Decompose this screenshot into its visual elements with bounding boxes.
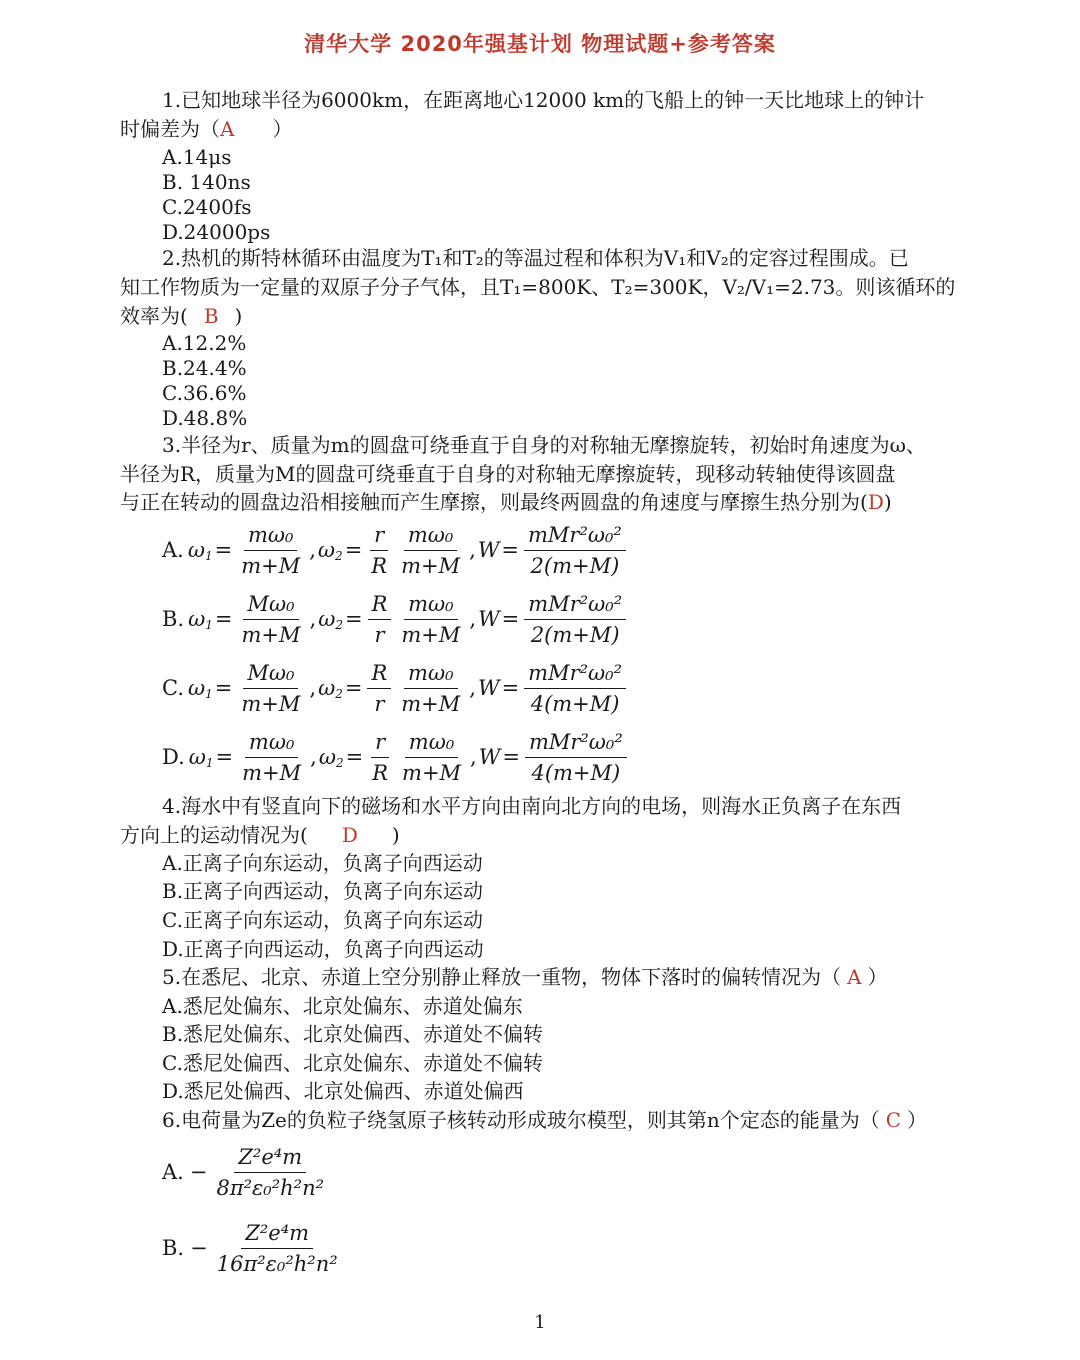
- q3-option-b: B. $\omega_1$ = $\frac{\text{Mω₀}}{m+M}$ , $\omega_2$ = $\frac{R}{r}$ $\frac{\text{mω₀}}{m+M}$ , W = $\frac{\text{mMr²ω₀²}}{2(m+M)}$: [162, 585, 629, 653]
- omega1-fraction: $\frac{\text{Mω₀}}{m+M}$: [241, 660, 301, 716]
- option-label: D.: [162, 745, 185, 769]
- q5-option-d: D.悉尼处偏西、北京处偏西、赤道处偏西: [162, 1079, 524, 1103]
- energy-fraction: $\frac{\text{Z²e⁴m}}{\text{8π²ε₀²h²n²}}$: [216, 1144, 325, 1200]
- q3-option-a: A. $\omega_1$ = $\frac{\text{mω₀}}{m+M}$ , $\omega_2$ = $\frac{r}{R}$ $\frac{\text{mω₀}}{m+M}$ , W = $\frac{\text{mMr²ω₀²}}{2(m+M)}$: [162, 516, 629, 584]
- radius-ratio: $\frac{R}{r}$: [367, 660, 391, 717]
- q6-answer: C: [885, 1108, 902, 1132]
- omega2-symbol: $\omega_2$: [318, 676, 343, 701]
- option-label: A.: [162, 1160, 184, 1184]
- q4-answer: D: [341, 823, 358, 847]
- option-label: B.: [162, 1236, 185, 1260]
- q5-option-b: B.悉尼处偏东、北京处偏西、赤道处不偏转: [162, 1022, 544, 1046]
- omega1-fraction: $\frac{\text{Mω₀}}{m+M}$: [241, 591, 301, 647]
- omega1-symbol: $\omega_1$: [188, 745, 214, 770]
- omega2-fraction: $\frac{\text{mω₀}}{m+M}$: [401, 660, 461, 716]
- heat-fraction: $\frac{\text{mMr²ω₀²}}{4(m+M)}$: [525, 729, 627, 786]
- q6-stem-line1: 6.电荷量为Ze的负粒子绕氢原子核转动形成玻尔模型，则其第n个定态的能量为（ C ）: [162, 1108, 928, 1132]
- omega1-symbol: $\omega_1$: [188, 607, 213, 632]
- omega1-fraction: $\frac{\text{mω₀}}{m+M}$: [242, 729, 302, 785]
- q4-stem-line1: 4.海水中有竖直向下的磁场和水平方向由南向北方向的电场，则海水正负离子在东西: [162, 794, 902, 818]
- page-number: 1: [534, 1312, 546, 1333]
- q2-option-b: B.24.4%: [162, 356, 247, 380]
- omega1-symbol: $\omega_1$: [188, 676, 213, 701]
- q2-stem-line3: 效率为( B ): [120, 304, 243, 328]
- q1-option-a: A.14μs: [162, 145, 232, 169]
- omega1-symbol: $\omega_1$: [187, 538, 213, 563]
- heat-symbol: W: [478, 745, 501, 769]
- q6-option-a: [162, 1138, 331, 1206]
- q5-option-c: C.悉尼处偏西、北京处偏东、赤道处不偏转: [162, 1051, 543, 1075]
- omega2-fraction: $\frac{\text{mω₀}}{m+M}$: [402, 729, 462, 785]
- heat-symbol: W: [477, 676, 500, 700]
- omega2-symbol: $\omega_2$: [318, 745, 344, 770]
- q1-answer: A: [220, 117, 235, 141]
- q1-stem-line2: 时偏差为（A ）: [120, 117, 293, 141]
- q2-option-c: C.36.6%: [162, 381, 247, 405]
- radius-ratio: $\frac{r}{R}$: [372, 729, 389, 785]
- q5-option-a: A.悉尼处偏东、北京处偏东、赤道处偏东: [162, 994, 523, 1018]
- option-label: B.: [162, 607, 185, 631]
- q2-option-d: D.48.8%: [162, 406, 248, 430]
- q1-option-c: C.2400fs: [162, 195, 252, 219]
- q2-option-a: A.12.2%: [162, 331, 247, 355]
- omega2-fraction: $\frac{\text{mω₀}}{m+M}$: [401, 591, 461, 647]
- q1-stem-line1: 1.已知地球半径为6000km，在距离地心12000 km的飞船上的钟一天比地球上的钟计: [162, 88, 925, 112]
- page-title: 清华大学 2020年强基计划 物理试题+参考答案: [304, 32, 776, 56]
- q4-option-b: B.正离子向西运动，负离子向东运动: [162, 879, 484, 903]
- energy-fraction: $\frac{\text{Z²e⁴m}}{\text{16π²ε₀²h²n²}}$: [216, 1220, 338, 1276]
- omega2-symbol: $\omega_2$: [317, 538, 343, 563]
- q3-stem-line2: 半径为R，质量为M的圆盘可绕垂直于自身的对称轴无摩擦旋转，现移动转轴使得该圆盘: [120, 462, 896, 486]
- heat-symbol: W: [477, 538, 500, 562]
- heat-fraction: $\frac{\text{mMr²ω₀²}}{4(m+M)}$: [524, 660, 626, 717]
- omega1-fraction: $\frac{\text{mω₀}}{m+M}$: [241, 522, 301, 578]
- q6-option-b: [162, 1214, 345, 1282]
- q4-stem-line2: 方向上的运动情况为( D ): [120, 823, 400, 847]
- radius-ratio: $\frac{R}{r}$: [368, 591, 392, 648]
- q3-stem-line3: 与正在转动的圆盘边沿相接触而产生摩擦，则最终两圆盘的角速度与摩擦生热分别为(D): [120, 490, 892, 514]
- minus-sign: −: [190, 1236, 208, 1260]
- heat-fraction: $\frac{\text{mMr²ω₀²}}{2(m+M)}$: [524, 522, 626, 579]
- q3-stem-line1: 3.半径为r、质量为m的圆盘可绕垂直于自身的对称轴无摩擦旋转，初始时角速度为ω、: [162, 433, 926, 457]
- q4-option-d: D.正离子向西运动，负离子向西运动: [162, 937, 484, 961]
- q3-option-c: C. $\omega_1$ = $\frac{\text{Mω₀}}{m+M}$ , $\omega_2$ = $\frac{R}{r}$ $\frac{\text{mω₀}}{m+M}$ , W = $\frac{\text{mMr²ω₀²}}{4(m+M)}$: [162, 654, 629, 722]
- q3-option-d: D. $\omega_1$ = $\frac{\text{mω₀}}{m+M}$ , $\omega_2$ = $\frac{r}{R}$ $\frac{\text{mω₀}}{m+M}$ , W = $\frac{\text{mMr²ω₀²}}{4(m+M)}$: [162, 723, 630, 791]
- q5-stem-line1: 5.在悉尼、北京、赤道上空分别静止释放一重物，物体下落时的偏转情况为（ A ）: [162, 965, 888, 989]
- q1-option-d: D.24000ps: [162, 220, 271, 244]
- q2-stem-line2: 知工作物质为一定量的双原子分子气体，且T₁=800K、T₂=300K，V₂/V₁=2.73。则该循环的: [120, 275, 956, 299]
- q3-answer: D: [867, 490, 884, 514]
- heat-fraction: $\frac{\text{mMr²ω₀²}}{2(m+M)}$: [524, 591, 626, 648]
- q4-option-a: A.正离子向东运动，负离子向西运动: [162, 851, 483, 875]
- radius-ratio: $\frac{r}{R}$: [371, 522, 388, 578]
- omega2-fraction: $\frac{\text{mω₀}}{m+M}$: [401, 522, 461, 578]
- option-label: C.: [162, 676, 184, 700]
- omega2-symbol: $\omega_2$: [318, 607, 343, 632]
- q2-stem-line1: 2.热机的斯特林循环由温度为T₁和T₂的等温过程和体积为V₁和V₂的定容过程围成。已: [162, 246, 909, 270]
- minus-sign: −: [189, 1160, 208, 1184]
- q1-option-b: B. 140ns: [162, 170, 251, 194]
- q2-answer: B: [203, 304, 219, 328]
- heat-symbol: W: [478, 607, 500, 631]
- q4-option-c: C.正离子向东运动，负离子向东运动: [162, 908, 483, 932]
- q5-answer: A: [847, 965, 862, 989]
- option-label: A.: [162, 538, 184, 562]
